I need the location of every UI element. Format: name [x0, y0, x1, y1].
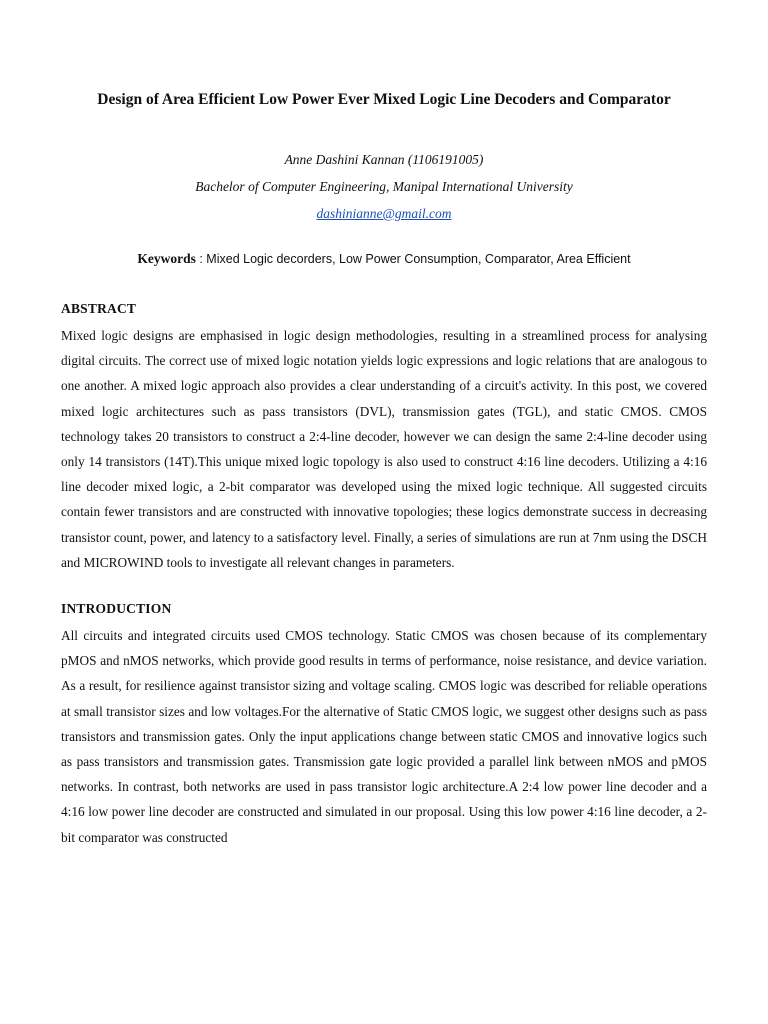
introduction-heading: INTRODUCTION	[61, 601, 172, 617]
introduction-text: All circuits and integrated circuits used CMOS technology. Static CMOS was chosen because of its complementary pMOS and nMOS networks, which provide good results in terms of performance, noise resistance, and device variation. As a result, for resilience against transistor sizing and voltage scaling. CMOS logic was described for reliable operations at small transistor sizes and low voltages.For the alternative of Static CMOS logic, we suggest other designs such as pass transistors and transmission gates. Only the input applications change between static CMOS and innovative logics such as pass transistors and transmission gates. Transmission gate logic provided a parallel link between nMOS and pMOS networks. In contrast, both networks are used in pass transistor logic architecture.A 2:4 low power line decoder and a 4:16 low power line decoder are constructed and simulated in our proposal. Using this low power 4:16 line decoder, a 2-bit comparator was constructed	[61, 628, 707, 845]
abstract-text: Mixed logic designs are emphasised in logic design methodologies, resulting in a streamlined process for analysing digital circuits. The correct use of mixed logic notation yields logic expressions and logic relations that are analogous to one another. A mixed logic approach also provides a clear understanding of a circuit's activity. In this post, we covered mixed logic architectures such as pass transistors (DVL), transmission gates (TGL), and static CMOS. CMOS technology takes 20 transistors to construct a 2:4-line decoder, however we can design the same 2:4-line decoder using only 14 transistors (14T).This unique mixed logic topology is also used to construct 4:16 line decoders. Utilizing a 4:16 line decoder mixed logic, a 2-bit comparator was developed using the mixed logic technique. All suggested circuits contain fewer transistors and are constructed with innovative topologies; these logics demonstrate success in decreasing transistor count, power, and latency to a satisfactory level. Finally, a series of simulations are run at 7nm using the DSCH and MICROWIND tools to investigate all relevant changes in parameters.	[61, 328, 707, 570]
paper-title: Design of Area Efficient Low Power Ever Mixed Logic Line Decoders and Comparator	[97, 91, 671, 108]
keywords-line	[61, 249, 707, 269]
keywords-text: : Mixed Logic decorders, Low Power Consumption, Comparator, Area Efficient	[195, 252, 631, 266]
author-name: Anne Dashini Kannan (1106191005)	[284, 152, 484, 167]
abstract-heading: ABSTRACT	[61, 301, 137, 316]
author-email-row	[61, 200, 707, 227]
keywords-label: Keywords	[137, 251, 196, 266]
author-affiliation: Bachelor of Computer Engineering, Manipal International University	[195, 179, 573, 194]
author-block	[61, 146, 707, 227]
author-email-link[interactable]: dashinianne@gmail.com	[316, 206, 452, 221]
